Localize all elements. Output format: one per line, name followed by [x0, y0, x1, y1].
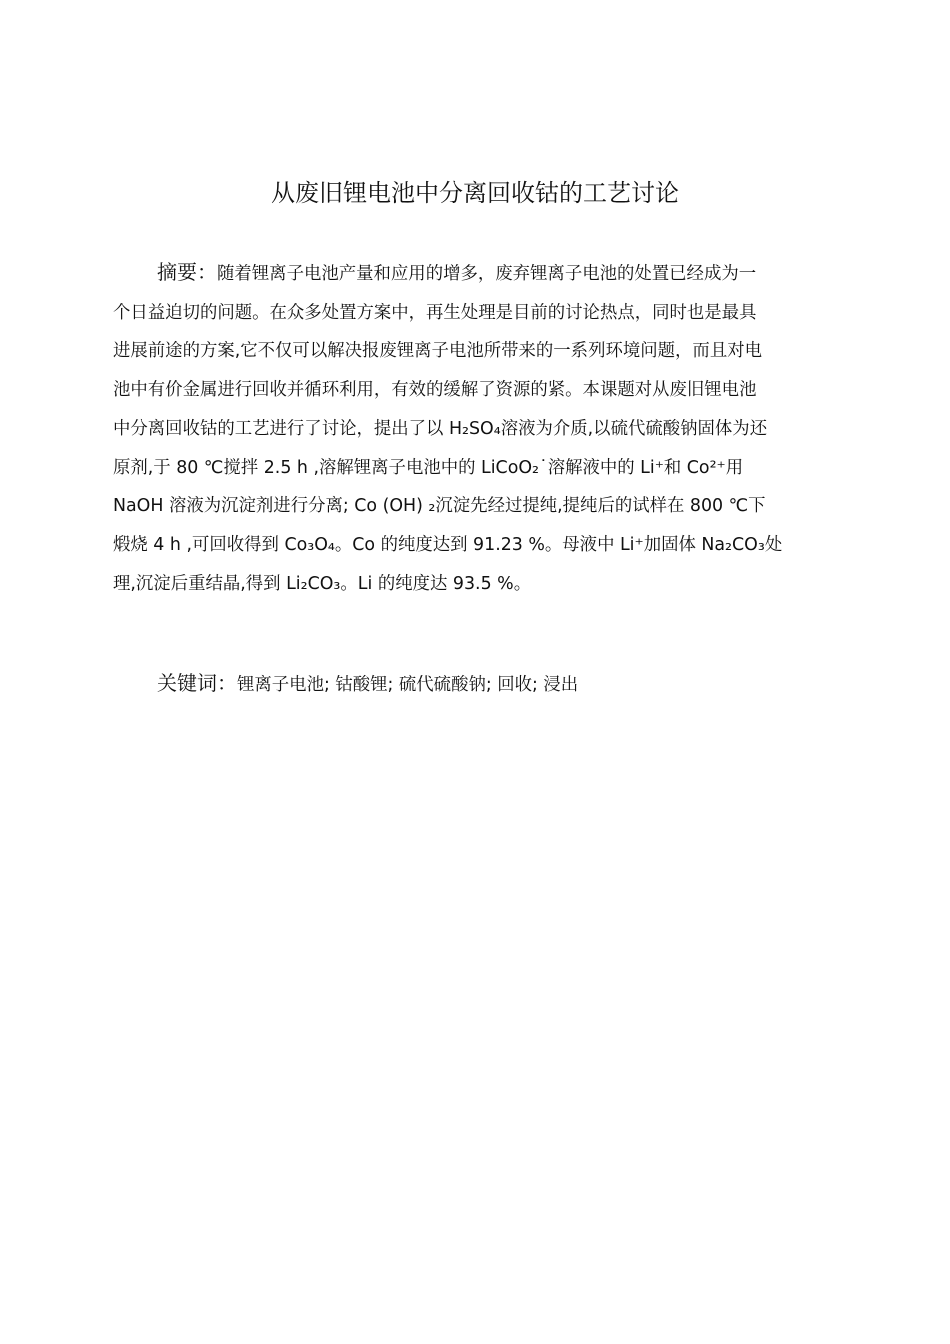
abstract-line-text: 随着锂离子电池产量和应用的增多，废弃锂离子电池的处置已经成为一 — [217, 264, 757, 284]
abstract-line: 理,沉淀后重结晶,得到 Li₂CO₃。Li 的纯度达 93.5 %。 — [113, 573, 532, 594]
keywords-label: 关键词： — [157, 671, 237, 695]
abstract-label: 摘要： — [157, 260, 217, 284]
abstract-line: NaOH 溶液为沉淀剂进行分离; Co (OH) ₂沉淀先经过提纯,提纯后的试样在 800 ℃下 — [113, 496, 766, 517]
abstract-line: 池中有价金属进行回收并循环利用，有效的缓解了资源的紧。本课题对从废旧锂电池 — [113, 380, 757, 401]
abstract-line: 进展前途的方案,它不仅可以解决报废锂离子电池所带来的一系列环境问题，而且对电 — [113, 341, 762, 362]
abstract-line: 中分离回收钴的工艺进行了讨论，提出了以 H₂SO₄溶液为介质,以硫代硫酸钠固体为还 — [113, 418, 768, 439]
keywords-text: 锂离子电池; 钴酸锂; 硫代硫酸钠; 回收; 浸出 — [237, 675, 579, 695]
abstract-line — [113, 253, 837, 294]
abstract-section — [113, 253, 837, 603]
abstract-line: 个日益迫切的问题。在众多处置方案中，再生处理是目前的讨论热点，同时也是最具 — [113, 302, 757, 323]
document-title: 从废旧锂电池中分离回收钴的工艺讨论 — [271, 179, 679, 208]
abstract-line: 煅烧 4 h ,可回收得到 Co₃O₄。Co 的纯度达到 91.23 %。母液中 Li⁺加固体 Na₂CO₃处 — [113, 534, 783, 555]
keywords-section — [157, 664, 857, 704]
abstract-line: 原剂,于 80 ℃搅拌 2.5 h ,溶解锂离子电池中的 LiCoO₂˙溶解液中的 Li⁺和 Co²⁺用 — [113, 457, 744, 478]
